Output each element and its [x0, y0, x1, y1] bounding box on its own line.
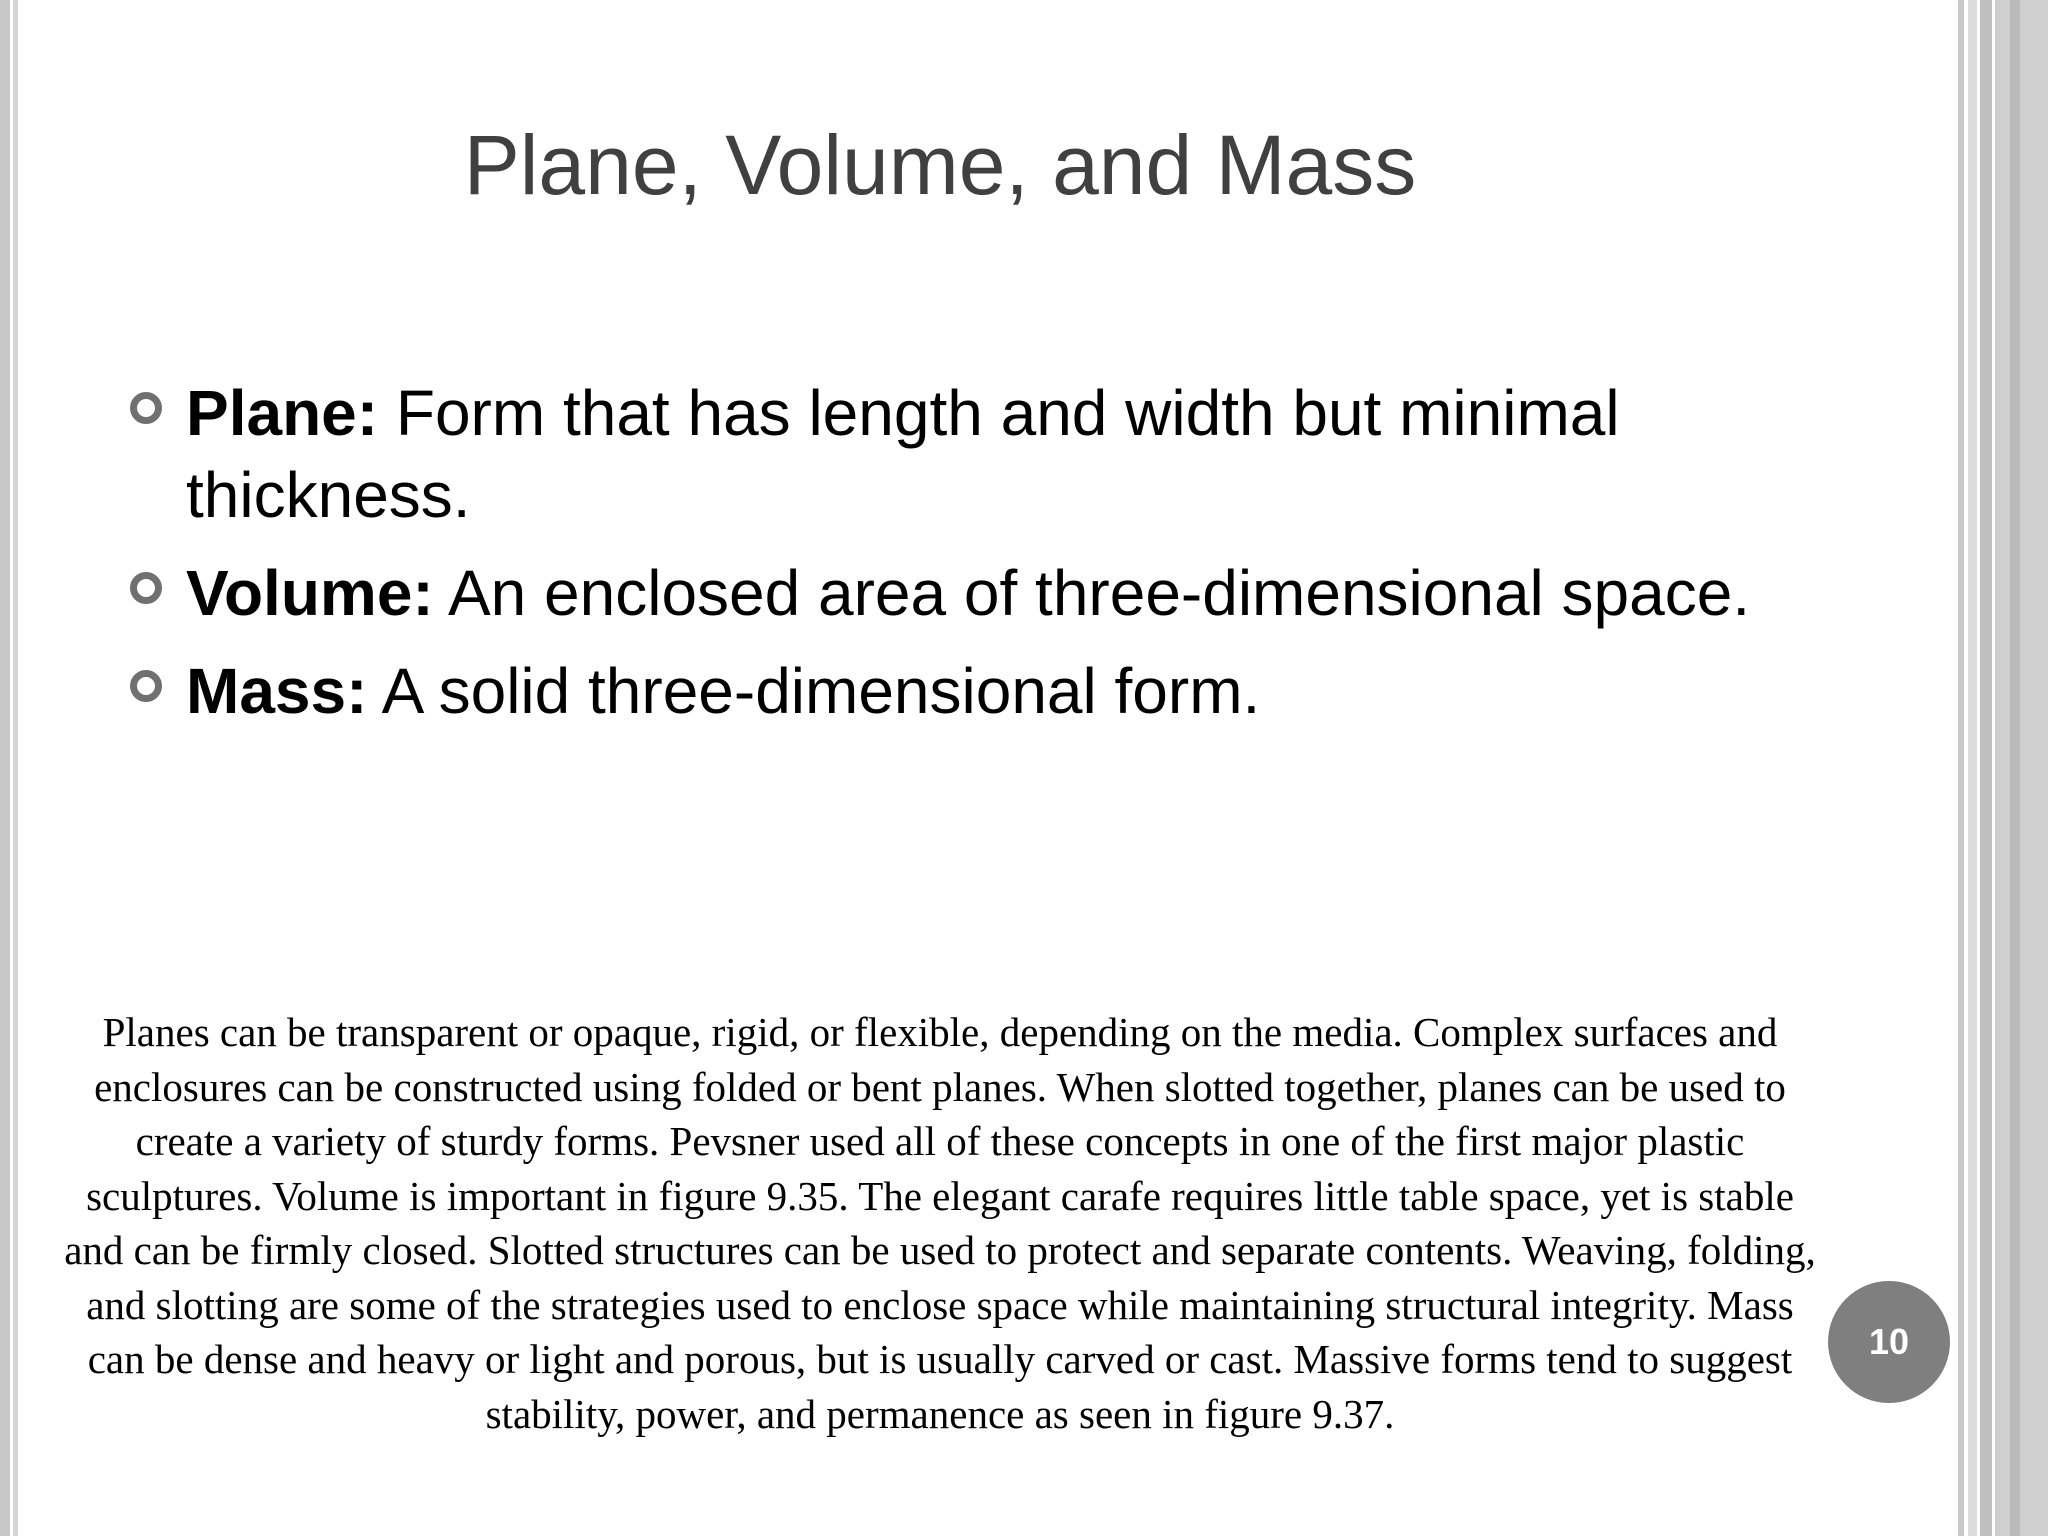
bullet-term: Plane:	[186, 377, 379, 449]
left-frame-border-inner	[13, 0, 18, 1536]
slide-notes-paragraph: Planes can be transparent or opaque, rigid, or flexible, depending on the media. Complex surfaces and enclosures can be constructed using folded or bent planes. When slotted together, planes can be used to create a variety of sturdy forms. Pevsner used all of these concepts in one of the first major plastic sculptures. Volume is important in figure 9.35. The elegant carafe requires little table space, yet is stable and can be firmly closed. Slotted structures can be used to protect and separate contents. Weaving, folding, and slotting are some of the strategies used to enclose space while maintaining structural integrity. Mass can be dense and heavy or light and porous, but is usually carved or cast. Massive forms tend to suggest stability, power, and permanence as seen in figure 9.37.	[64, 1009, 1816, 1437]
right-frame-stripe	[2010, 0, 2020, 1536]
slide-title: Plane, Volume, and Mass	[463, 118, 1417, 212]
bullet-item-plane	[130, 372, 1770, 536]
ring-bullet-icon	[130, 572, 162, 604]
bullet-term: Volume:	[186, 557, 434, 629]
page-number-badge: 10	[1828, 1281, 1950, 1403]
bullet-term: Mass:	[186, 655, 368, 727]
right-frame-stripe	[1980, 0, 1992, 1536]
ring-bullet-icon	[130, 670, 162, 702]
bullet-item-mass	[130, 650, 1770, 732]
ring-bullet-icon	[130, 392, 162, 424]
right-frame-stripe	[1968, 0, 1977, 1536]
right-frame-stripe	[1995, 0, 2048, 1536]
bullet-text: An enclosed area of three-dimensional space.	[433, 557, 1751, 629]
left-frame-border	[0, 0, 10, 1536]
bullet-text: Form that has length and width but minimal thickness.	[186, 377, 1620, 531]
bullet-list	[130, 372, 1770, 748]
bullet-text: A solid three-dimensional form.	[367, 655, 1261, 727]
bullet-item-volume	[130, 552, 1770, 634]
right-frame-stripe	[1958, 0, 1964, 1536]
